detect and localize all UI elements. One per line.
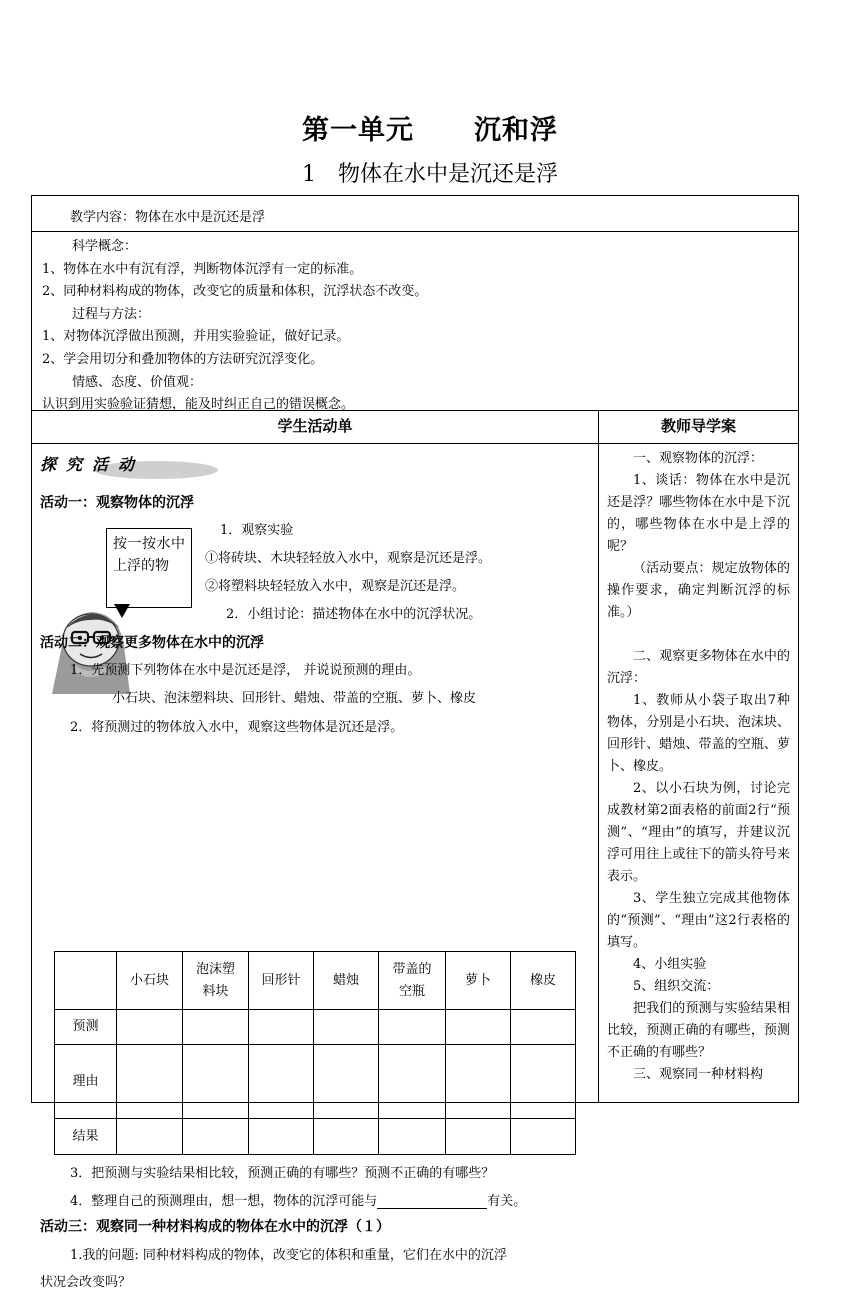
student-activity-header: 学生活动单 bbox=[32, 411, 599, 444]
unit-title bbox=[0, 108, 860, 147]
table-cell bbox=[511, 1119, 576, 1155]
table-row bbox=[55, 1010, 576, 1045]
lesson-name: 物体在水中是沉还是浮 bbox=[337, 162, 558, 187]
table-cell bbox=[183, 1119, 249, 1155]
goal-line: 2、学会用切分和叠加物体的方法研究沉浮变化。 bbox=[42, 351, 324, 367]
goal-line: 1、对物体沉浮做出预测，并用实验验证，做好记录。 bbox=[42, 329, 350, 345]
lesson-number: 1 bbox=[301, 162, 316, 187]
table-cell bbox=[249, 1045, 314, 1119]
table-cell bbox=[55, 952, 117, 1010]
lesson-plan-table bbox=[31, 195, 799, 1290]
explore-activity-label: 探究活动 bbox=[40, 455, 145, 474]
activity-two-title: 活动二：观察更多物体在水中的沉浮 bbox=[40, 635, 264, 651]
unit-number: 第一单元 bbox=[302, 115, 414, 146]
table-row bbox=[55, 1119, 576, 1155]
teacher-heading: 一、观察物体的沉浮： bbox=[633, 451, 764, 466]
table-cell bbox=[379, 1045, 446, 1119]
table-header-cell: 带盖的空瓶 bbox=[379, 952, 446, 1010]
activity-line: 2．小组讨论：描述物体在水中的沉浮状况。 bbox=[226, 607, 482, 622]
table-row-label: 理由 bbox=[55, 1045, 117, 1119]
table-cell bbox=[249, 1119, 314, 1155]
activity-text: 4．整理自己的预测理由，想一想，物体的沉浮可能与 bbox=[70, 1194, 378, 1209]
spacer bbox=[607, 624, 790, 646]
goal-line: 1、物体在水中有沉有浮，判断物体沉浮有一定的标准。 bbox=[42, 261, 363, 277]
fill-in-blank bbox=[377, 1195, 487, 1209]
table-header-cell: 回形针 bbox=[249, 952, 314, 1010]
teacher-paragraph: 5、组织交流： bbox=[633, 979, 720, 994]
table-cell bbox=[183, 1045, 249, 1119]
student-activity-column bbox=[32, 444, 599, 1290]
activity-line: 1．观察实验 bbox=[220, 523, 294, 538]
table-cell bbox=[446, 1119, 511, 1155]
teacher-paragraph: 1、教师从小袋子取出7种物体，分别是小石块、泡沫块、回形针、蜡烛、带盖的空瓶、萝卜、橡皮。 bbox=[607, 693, 790, 774]
teacher-paragraph: 1、谈话：物体在水中是沉还是浮？哪些物体在水中是下沉的，哪些物体在水中是上浮的呢？ bbox=[607, 473, 790, 554]
lesson-title bbox=[0, 157, 860, 188]
table-header-cell: 小石块 bbox=[117, 952, 183, 1010]
speech-bubble-tail bbox=[114, 604, 130, 618]
teacher-guide-column bbox=[599, 444, 798, 1102]
activity-one-title: 活动一：观察物体的沉浮 bbox=[40, 495, 194, 511]
table-cell bbox=[117, 1119, 183, 1155]
activity-line: 1．先预测下列物体在水中是沉还是浮， 并说说预测的理由。 bbox=[70, 663, 421, 678]
table-cell bbox=[379, 1010, 446, 1045]
table-cell bbox=[446, 1045, 511, 1119]
teacher-heading: 三、观察同一种材料构 bbox=[633, 1067, 764, 1082]
table-row-label: 预测 bbox=[55, 1010, 117, 1045]
activity-line: 1.我的问题: 同种材料构成的物体，改变它的体积和重量，它们在水中的沉浮 bbox=[70, 1248, 507, 1263]
activity-line: ②将塑料块轻轻放入水中，观察是沉还是浮。 bbox=[205, 579, 466, 594]
table-cell bbox=[511, 1045, 576, 1119]
teacher-paragraph: 3、学生独立完成其他物体的“预测”、“理由”这2行表格的填写。 bbox=[607, 891, 790, 950]
table-cell bbox=[446, 1010, 511, 1045]
activity-line: 3．把预测与实验结果相比较，预测正确的有哪些？预测不正确的有哪些？ bbox=[70, 1166, 495, 1181]
teacher-guide-header: 教师导学案 bbox=[599, 411, 798, 444]
teacher-paragraph: 4、小组实验 bbox=[633, 957, 707, 972]
goal-heading: 过程与方法： bbox=[72, 306, 151, 322]
goal-line: 认识到用实验验证猜想，能及时纠正自己的错误概念。 bbox=[42, 397, 355, 413]
activity-line: 小石块、泡沫塑料块、回形针、蜡烛、带盖的空瓶、萝卜、橡皮 bbox=[112, 691, 477, 706]
goal-line: 2、同种材料构成的物体，改变它的质量和体积，沉浮状态不改变。 bbox=[42, 284, 428, 300]
activity-line: ①将砖块、木块轻轻放入水中，观察是沉还是浮。 bbox=[205, 551, 492, 566]
table-cell bbox=[183, 1010, 249, 1045]
table-header-cell: 萝卜 bbox=[446, 952, 511, 1010]
table-header-cell: 泡沫塑料块 bbox=[183, 952, 249, 1010]
table-row bbox=[55, 1045, 576, 1119]
activity-text: 有关。 bbox=[487, 1194, 527, 1209]
activity-line: 2．将预测过的物体放入水中，观察这些物体是沉还是浮。 bbox=[70, 720, 404, 735]
table-cell bbox=[117, 1010, 183, 1045]
teacher-paragraph: （活动要点：规定放物体的操作要求，确定判断沉浮的标准。） bbox=[607, 561, 790, 620]
table-cell bbox=[117, 1045, 183, 1119]
teacher-paragraph: 2、以小石块为例，讨论完成教材第2面表格的前面2行“预测”、“理由”的填写，并建议沉浮可用往上或往下的箭头符号来表示。 bbox=[607, 781, 790, 884]
activity-line bbox=[70, 1190, 526, 1209]
table-cell bbox=[314, 1119, 379, 1155]
teacher-heading: 二、观察更多物体在水中的沉浮： bbox=[607, 649, 790, 686]
table-row bbox=[55, 952, 576, 1010]
activity-line: 状况会改变吗？ bbox=[40, 1275, 132, 1290]
table-row-label: 结果 bbox=[55, 1119, 117, 1155]
table-cell bbox=[314, 1045, 379, 1119]
teaching-goals-row bbox=[32, 232, 798, 411]
table-cell bbox=[249, 1010, 314, 1045]
activity-three-title: 活动三：观察同一种材料构成的物体在水中的沉浮（１） bbox=[40, 1219, 390, 1235]
goal-heading: 科学概念： bbox=[72, 239, 138, 254]
table-header-cell: 蜡烛 bbox=[314, 952, 379, 1010]
table-cell bbox=[379, 1119, 446, 1155]
table-cell bbox=[314, 1010, 379, 1045]
teaching-content-row: 教学内容：物体在水中是沉还是浮 bbox=[32, 196, 798, 232]
table-cell bbox=[511, 1010, 576, 1045]
prediction-table bbox=[54, 951, 576, 1155]
table-header-cell: 橡皮 bbox=[511, 952, 576, 1010]
unit-name: 沉和浮 bbox=[474, 115, 558, 146]
speech-bubble: 按一按水中上浮的物 bbox=[106, 528, 192, 608]
goal-heading: 情感、态度、价值观： bbox=[72, 374, 203, 390]
teacher-paragraph: 把我们的预测与实验结果相比较，预测正确的有哪些，预测不正确的有哪些？ bbox=[607, 1001, 790, 1060]
